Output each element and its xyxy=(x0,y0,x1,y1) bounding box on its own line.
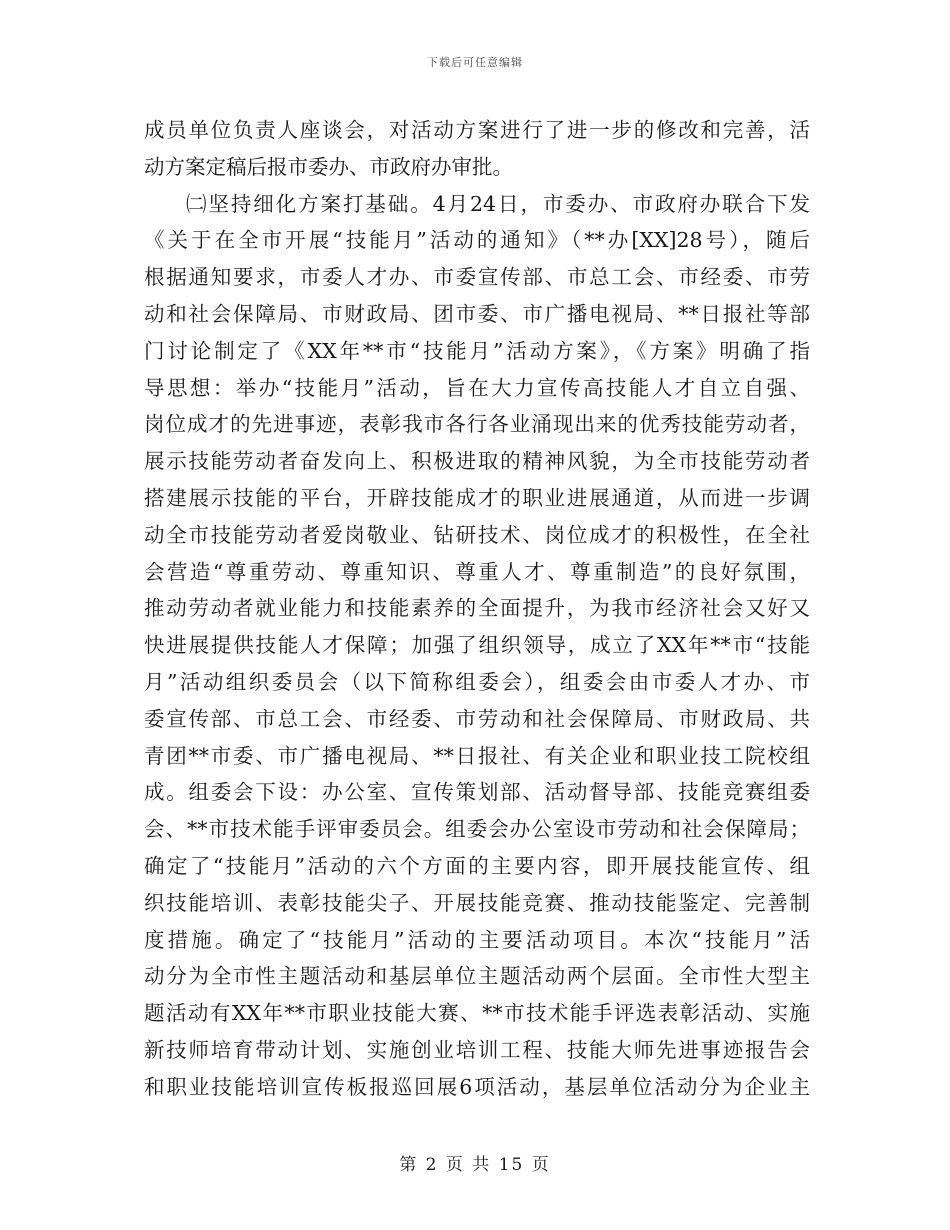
text-line: 快进展提供技能人才保障；加强了组织领导，成立了XX年**市“技能 xyxy=(144,633,810,658)
text-line: 织技能培训、表彰技能尖子、开展技能竞赛、推动技能鉴定、完善制 xyxy=(144,890,810,915)
text-line: 门讨论制定了《XX年**市“技能月”活动方案》，《方案》明确了指 xyxy=(144,338,810,363)
text-line: 成员单位负责人座谈会，对活动方案进行了进一步的修改和完善，活 xyxy=(144,118,810,142)
text-line: 确定了“技能月”活动的六个方面的主要内容，即开展技能宣传、组 xyxy=(144,853,810,878)
text-line: 动分为全市性主题活动和基层单位主题活动两个层面。全市性大型主 xyxy=(144,964,810,989)
text-line: 导思想：举办“技能月”活动，旨在大力宣传高技能人才自立自强、 xyxy=(144,375,810,400)
text-line: 搭建展示技能的平台，开辟技能成才的职业进展通道，从而进一步调 xyxy=(144,485,810,510)
text-line: 委宣传部、市总工会、市经委、市劳动和社会保障局、市财政局、共 xyxy=(144,706,810,731)
text-line: 月”活动组织委员会（以下简称组委会），组委会由市委人才办、市 xyxy=(144,669,810,694)
text-line: 动和社会保障局、市财政局、团市委、市广播电视局、**日报社等部 xyxy=(144,301,810,326)
text-line: 度措施。确定了“技能月”活动的主要活动项目。本次“技能月”活 xyxy=(144,927,810,952)
text-line: ㈡坚持细化方案打基础。4月24日，市委办、市政府办联合下发 xyxy=(186,191,810,216)
page-number-footer: 第 2 页 共 15 页 xyxy=(399,1155,551,1175)
text-line: 青团**市委、市广播电视局、**日报社、有关企业和职业技工院校组 xyxy=(144,743,810,768)
text-line: 题活动有XX年**市职业技能大赛、**市技术能手评选表彰活动、实施 xyxy=(144,1001,810,1026)
text-line: 动全市技能劳动者爱岗敬业、钻研技术、岗位成才的积极性，在全社 xyxy=(144,522,810,547)
text-line: 根据通知要求，市委人才办、市委宣传部、市总工会、市经委、市劳 xyxy=(144,265,810,290)
text-line: 会、**市技术能手评审委员会。组委会办公室设市劳动和社会保障局； xyxy=(144,817,810,842)
text-line: 和职业技能培训宣传板报巡回展6项活动，基层单位活动分为企业主 xyxy=(144,1074,810,1099)
text-line: 展示技能劳动者奋发向上、积极进取的精神风貌，为全市技能劳动者 xyxy=(144,449,810,474)
text-line: 会营造“尊重劳动、尊重知识、尊重人才、尊重制造”的良好氛围， xyxy=(144,559,810,584)
text-line: 新技师培育带动计划、实施创业培训工程、技能大师先进事迹报告会 xyxy=(144,1037,810,1062)
text-line: 动方案定稿后报市委办、市政府办审批。 xyxy=(144,154,513,179)
document-body xyxy=(144,112,810,1106)
text-line: 《关于在全市开展“技能月”活动的通知》（**办[XX]28号），随后 xyxy=(144,228,810,253)
text-line: 成。组委会下设：办公室、宣传策划部、活动督导部、技能竞赛组委 xyxy=(144,780,810,805)
text-line: 岗位成才的先进事迹，表彰我市各行各业涌现出来的优秀技能劳动者， xyxy=(144,412,810,437)
text-line: 推动劳动者就业能力和技能素养的全面提升，为我市经济社会又好又 xyxy=(144,596,810,621)
page-header: 下载后可任意编辑 xyxy=(427,56,523,69)
